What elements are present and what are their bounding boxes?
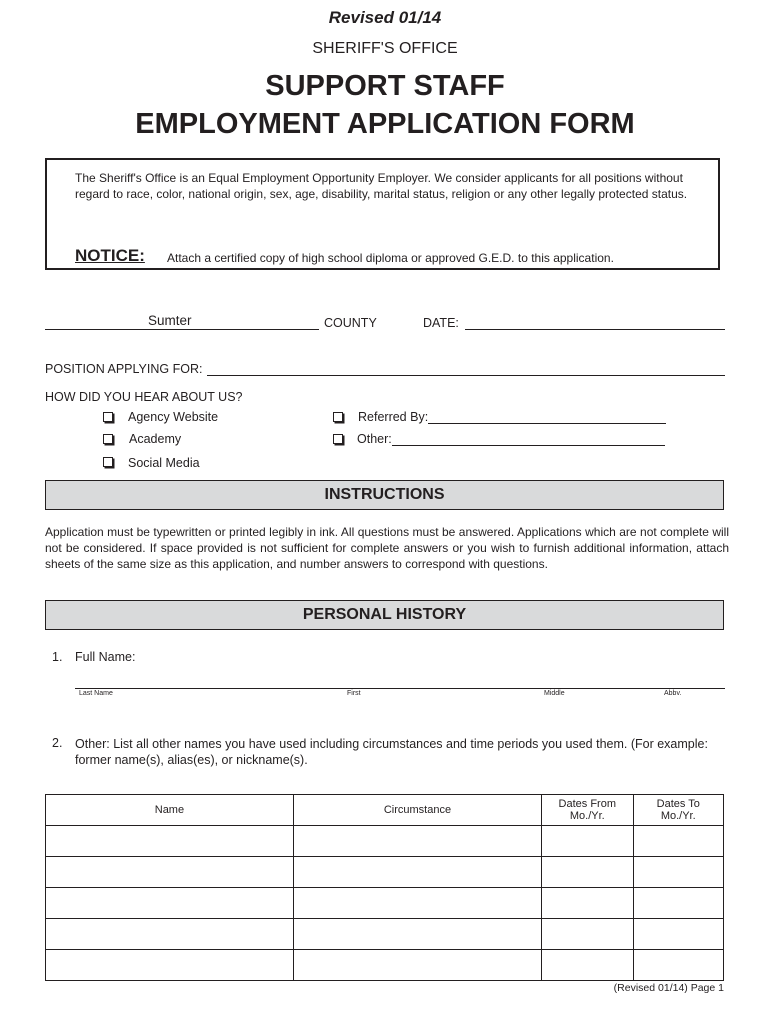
col-circumstance: Circumstance [293,795,541,826]
full-name-label: Full Name: [75,650,136,664]
page-footer: (Revised 01/14) Page 1 [613,982,724,994]
instructions-text: Application must be typewritten or printed legibly in ink. All questions must be answered. Applications which are not complete will not be considered. If space provided is not sufficient for complete answers or you wish to furnish additional information, attach sheets of the same size as this application, and number answers to correspond with questions. [45,525,729,571]
col-dates-to: Dates To Mo./Yr. [633,795,724,826]
circumstance-cell[interactable] [293,888,541,919]
q1-number: 1. [52,650,63,664]
date-field[interactable] [465,329,725,330]
dates-from-cell[interactable] [542,857,633,888]
col-dates-from: Dates From Mo./Yr. [542,795,633,826]
referred-by-label: Referred By: [358,410,429,424]
dates-to-cell[interactable] [633,857,724,888]
eeo-notice-box [45,158,720,270]
table-row [46,950,724,981]
date-label: DATE: [423,316,459,330]
position-field[interactable] [207,375,725,376]
agency-website-label: Agency Website [128,410,219,424]
other-checkbox[interactable] [333,434,343,444]
last-name-caption: Last Name [79,690,113,697]
circumstance-cell[interactable] [293,950,541,981]
name-cell[interactable] [46,826,294,857]
col-name: Name [46,795,294,826]
name-cell[interactable] [46,888,294,919]
name-cell[interactable] [46,919,294,950]
q2-number: 2. [52,736,63,750]
other-names-table [45,794,724,981]
dates-from-cell[interactable] [542,888,633,919]
circumstance-cell[interactable] [293,919,541,950]
position-label: POSITION APPLYING FOR: [45,362,203,376]
table-row [46,857,724,888]
other-label: Other: [357,432,392,446]
referred-by-field[interactable] [428,423,666,424]
personal-history-heading: PERSONAL HISTORY [45,600,724,630]
notice-text: Attach a certified copy of high school diploma or approved G.E.D. to this application. [167,251,614,265]
eeo-statement: The Sheriff's Office is an Equal Employment Opportunity Employer. We consider applicants for all positions without regard to race, color, national origin, sex, age, disability, marital status, religion or any other legally protected status. [75,171,688,201]
academy-checkbox[interactable] [103,434,113,444]
name-cell[interactable] [46,857,294,888]
dates-to-cell[interactable] [633,826,724,857]
dates-to-cell[interactable] [633,950,724,981]
social-media-checkbox[interactable] [103,457,113,467]
revision-label: Revised 01/14 [328,8,442,27]
dates-from-cell[interactable] [542,919,633,950]
instructions-heading: INSTRUCTIONS [45,480,724,510]
county-value: Sumter [148,313,192,328]
first-name-caption: First [347,690,361,697]
agency-website-checkbox[interactable] [103,412,113,422]
table-row [46,919,724,950]
full-name-field[interactable] [75,688,725,689]
notice-label: NOTICE: [75,246,145,265]
academy-label: Academy [129,432,182,446]
abbv-caption: Abbv. [664,690,682,697]
other-names-question: Other: List all other names you have used including circumstances and time periods you used them. (For example: former name(s), alias(es), or nickname(s). [75,737,708,767]
circumstance-cell[interactable] [293,857,541,888]
dates-from-cell[interactable] [542,826,633,857]
dates-to-cell[interactable] [633,888,724,919]
other-field[interactable] [392,445,665,446]
middle-name-caption: Middle [544,690,565,697]
hear-about-label: HOW DID YOU HEAR ABOUT US? [45,390,243,404]
form-title-line2: EMPLOYMENT APPLICATION FORM [135,108,635,140]
table-row [46,826,724,857]
dates-to-cell[interactable] [633,919,724,950]
referred-by-checkbox[interactable] [333,412,343,422]
table-header-row [46,795,724,826]
office-name: SHERIFF'S OFFICE [312,40,458,57]
county-field[interactable] [45,329,319,330]
social-media-label: Social Media [128,456,200,470]
county-label: COUNTY [324,316,377,330]
dates-from-cell[interactable] [542,950,633,981]
form-title-line1: SUPPORT STAFF [265,70,505,102]
table-row [46,888,724,919]
name-cell[interactable] [46,950,294,981]
circumstance-cell[interactable] [293,826,541,857]
